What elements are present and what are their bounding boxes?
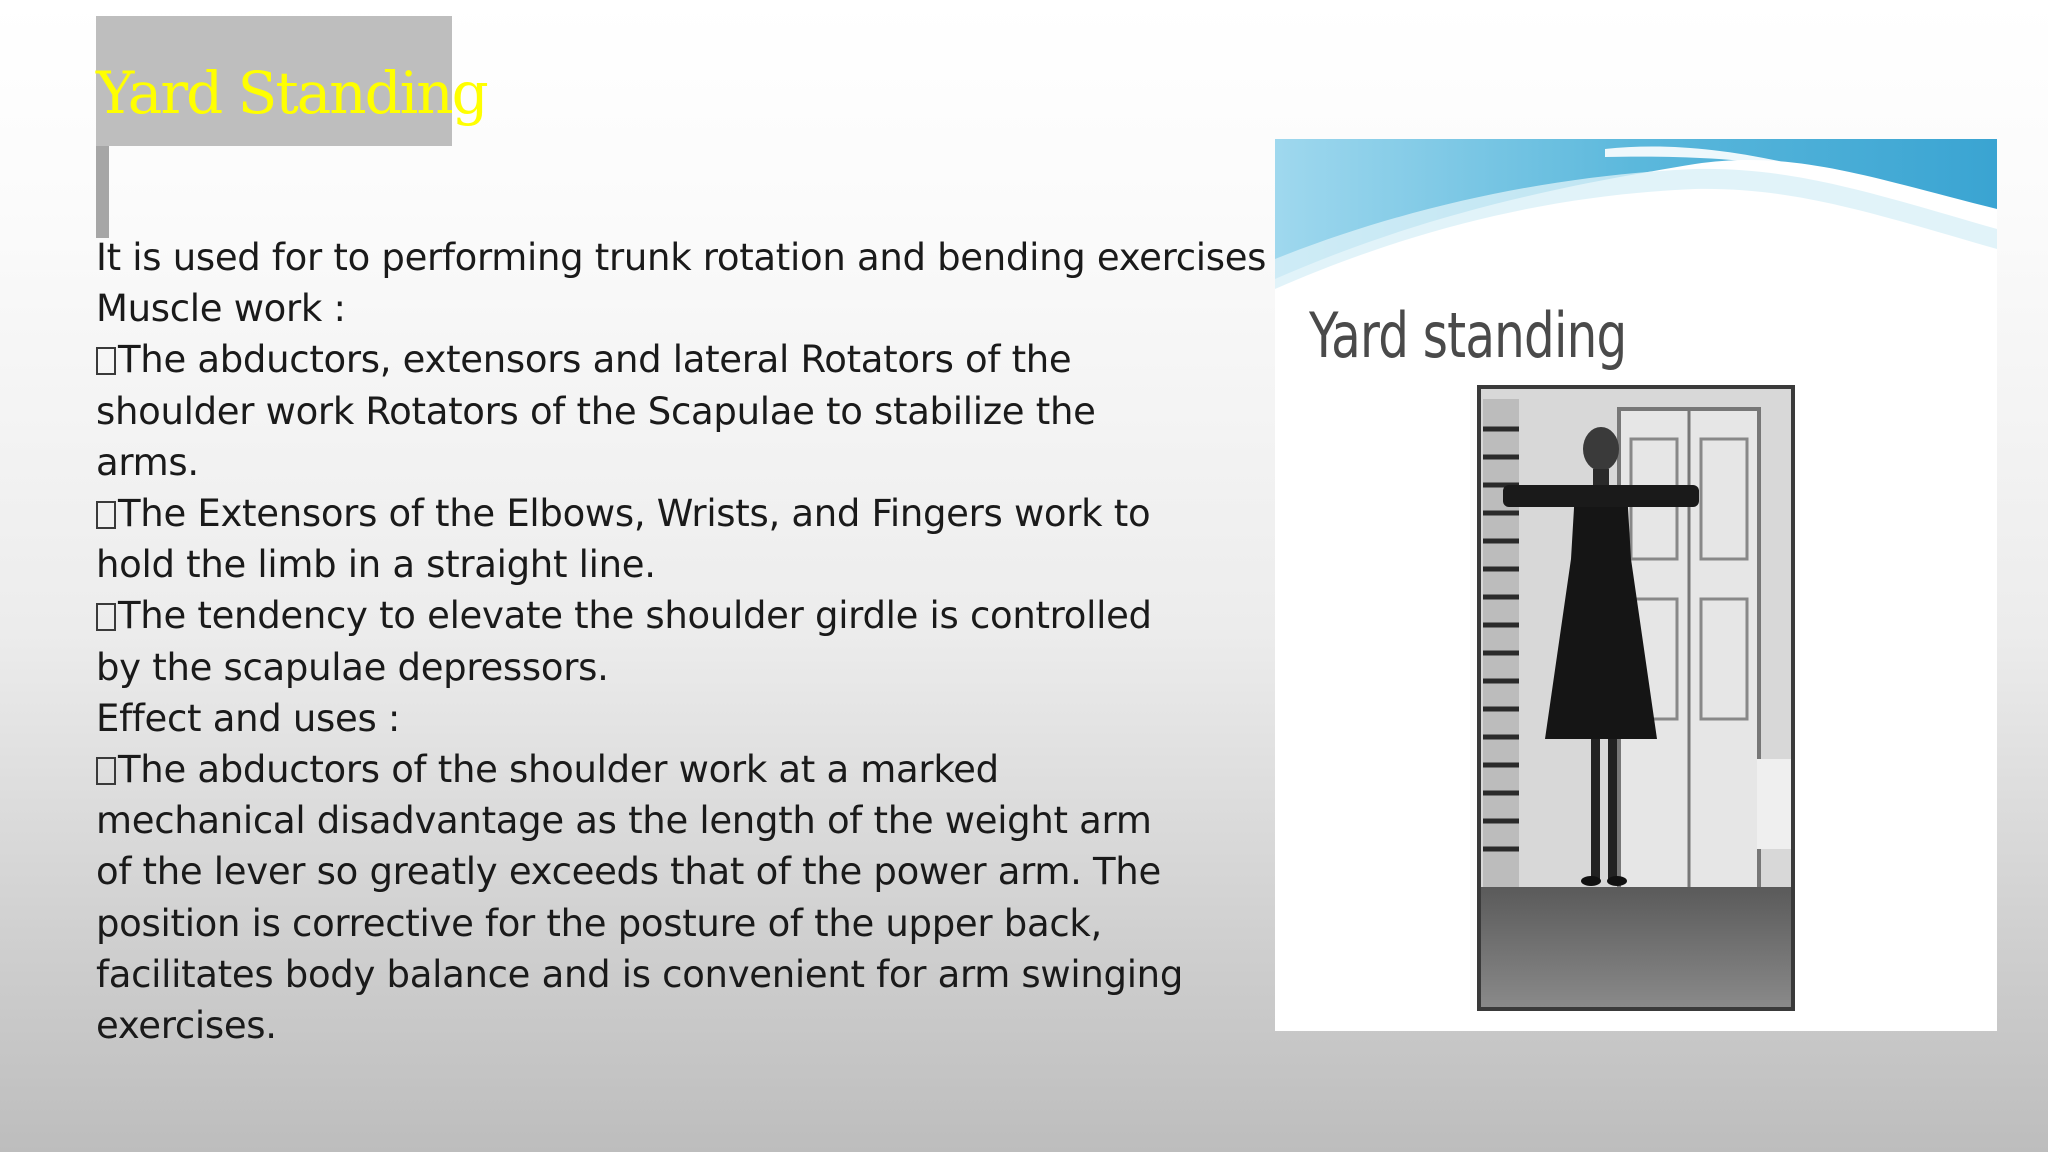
- body-line: Effect and uses :: [96, 696, 401, 740]
- yard-standing-figure: [1275, 139, 1997, 1031]
- missing-glyph-bullet-icon: [96, 501, 116, 529]
- body-line: It is used for to performing trunk rotation and bending exercises: [96, 236, 1267, 279]
- body-line: facilitates body balance and is convenient for arm swinging: [96, 952, 1184, 996]
- slide-body: [96, 232, 1267, 1051]
- body-line: arms.: [96, 440, 199, 484]
- bullet-line: The tendency to elevate the shoulder girdle is controlled: [96, 590, 1246, 641]
- body-line: hold the limb in a straight line.: [96, 543, 656, 587]
- missing-glyph-bullet-icon: [96, 757, 116, 785]
- body-line: mechanical disadvantage as the length of the weight arm: [96, 799, 1152, 843]
- title-accent-bar: [96, 146, 109, 238]
- slide-title: Yard Standing: [96, 59, 487, 127]
- body-line: shoulder work Rotators of the Scapulae to stabilize the: [96, 389, 1096, 433]
- body-line: exercises.: [96, 1004, 277, 1048]
- bullet-line: The Extensors of the Elbows, Wrists, and Fingers work to: [96, 488, 1246, 539]
- bullet-line: The abductors, extensors and lateral Rotators of the: [96, 334, 1246, 385]
- missing-glyph-bullet-icon: [96, 347, 116, 375]
- missing-glyph-bullet-icon: [96, 603, 116, 631]
- person-yard-standing-photo-icon: [1479, 387, 1793, 1009]
- body-line: Muscle work :: [96, 287, 346, 331]
- bullet-line: The abductors of the shoulder work at a marked: [96, 744, 1246, 795]
- body-line: by the scapulae depressors.: [96, 645, 609, 689]
- figure-artwork: [1275, 139, 1997, 1031]
- body-line: of the lever so greatly exceeds that of the power arm. The: [96, 850, 1161, 894]
- figure-caption: Yard standing: [1309, 299, 1627, 372]
- body-line: position is corrective for the posture of the upper back,: [96, 901, 1102, 945]
